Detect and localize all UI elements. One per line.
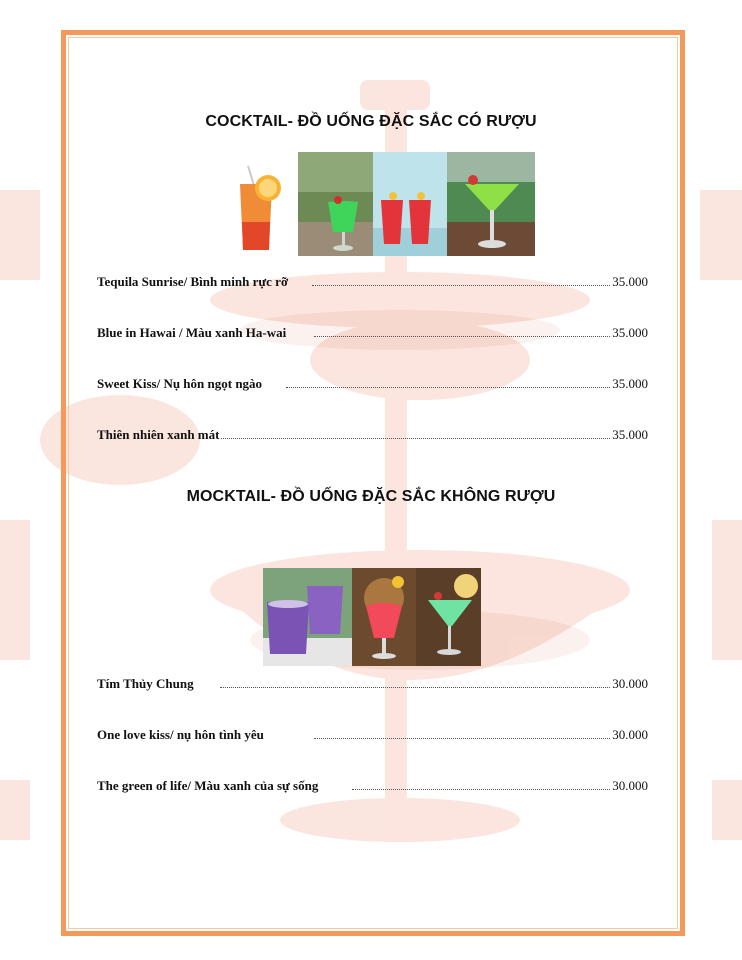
menu-item-price: 30.000 (612, 778, 648, 793)
dot-leader (314, 335, 610, 337)
one-love-kiss-photo (352, 568, 416, 666)
dot-leader (286, 386, 610, 388)
menu-item-price: 30.000 (612, 676, 648, 691)
dot-leader (314, 737, 610, 739)
dot-leader (221, 437, 610, 439)
menu-item-thien-nhien-xanh-mat (97, 423, 648, 443)
menu-item-sweet-kiss (97, 372, 648, 392)
mocktail-photo-strip (263, 568, 481, 666)
thien-nhien-xanh-mat-photo (447, 152, 535, 256)
green-of-life-photo (416, 568, 481, 666)
menu-item-name: The green of life/ Màu xanh của sự sống (97, 778, 319, 793)
cocktail-title: COCKTAIL- ĐỒ UỐNG ĐẶC SẮC CÓ RƯỢU (205, 113, 537, 130)
menu-item-name: Thiên nhiên xanh mát (97, 427, 220, 442)
menu-item-blue-hawai (97, 321, 648, 341)
tim-thuy-chung-photo (263, 568, 352, 666)
menu-item-green-of-life (97, 774, 648, 794)
dot-leader (312, 284, 610, 286)
menu-item-name: One love kiss/ nụ hôn tình yêu (97, 727, 264, 742)
sweet-kiss-photo (373, 152, 447, 256)
menu-item-one-love-kiss (97, 723, 648, 743)
menu-item-price: 35.000 (612, 427, 648, 442)
menu-item-price: 30.000 (612, 727, 648, 742)
dot-leader (352, 788, 610, 790)
menu-item-name: Blue in Hawai / Màu xanh Ha-wai (97, 325, 287, 340)
menu-item-name: Sweet Kiss/ Nụ hôn ngọt ngào (97, 376, 263, 391)
menu-item-price: 35.000 (612, 376, 648, 391)
menu-item-tim-thuy-chung (97, 672, 648, 692)
menu-item-price: 35.000 (612, 274, 648, 289)
menu-item-name: Tím Thủy Chung (97, 676, 194, 691)
cocktail-photo-strip (222, 152, 535, 256)
menu-item-name: Tequila Sunrise/ Bình minh rực rỡ (97, 274, 289, 289)
menu-item-tequila-sunrise (97, 270, 648, 290)
blue-hawai-photo (298, 152, 373, 256)
dot-leader (220, 686, 611, 688)
menu-item-price: 35.000 (612, 325, 648, 340)
tequila-sunrise-photo (222, 152, 298, 256)
mocktail-title: MOCKTAIL- ĐỒ UỐNG ĐẶC SẮC KHÔNG RƯỢU (186, 488, 556, 505)
